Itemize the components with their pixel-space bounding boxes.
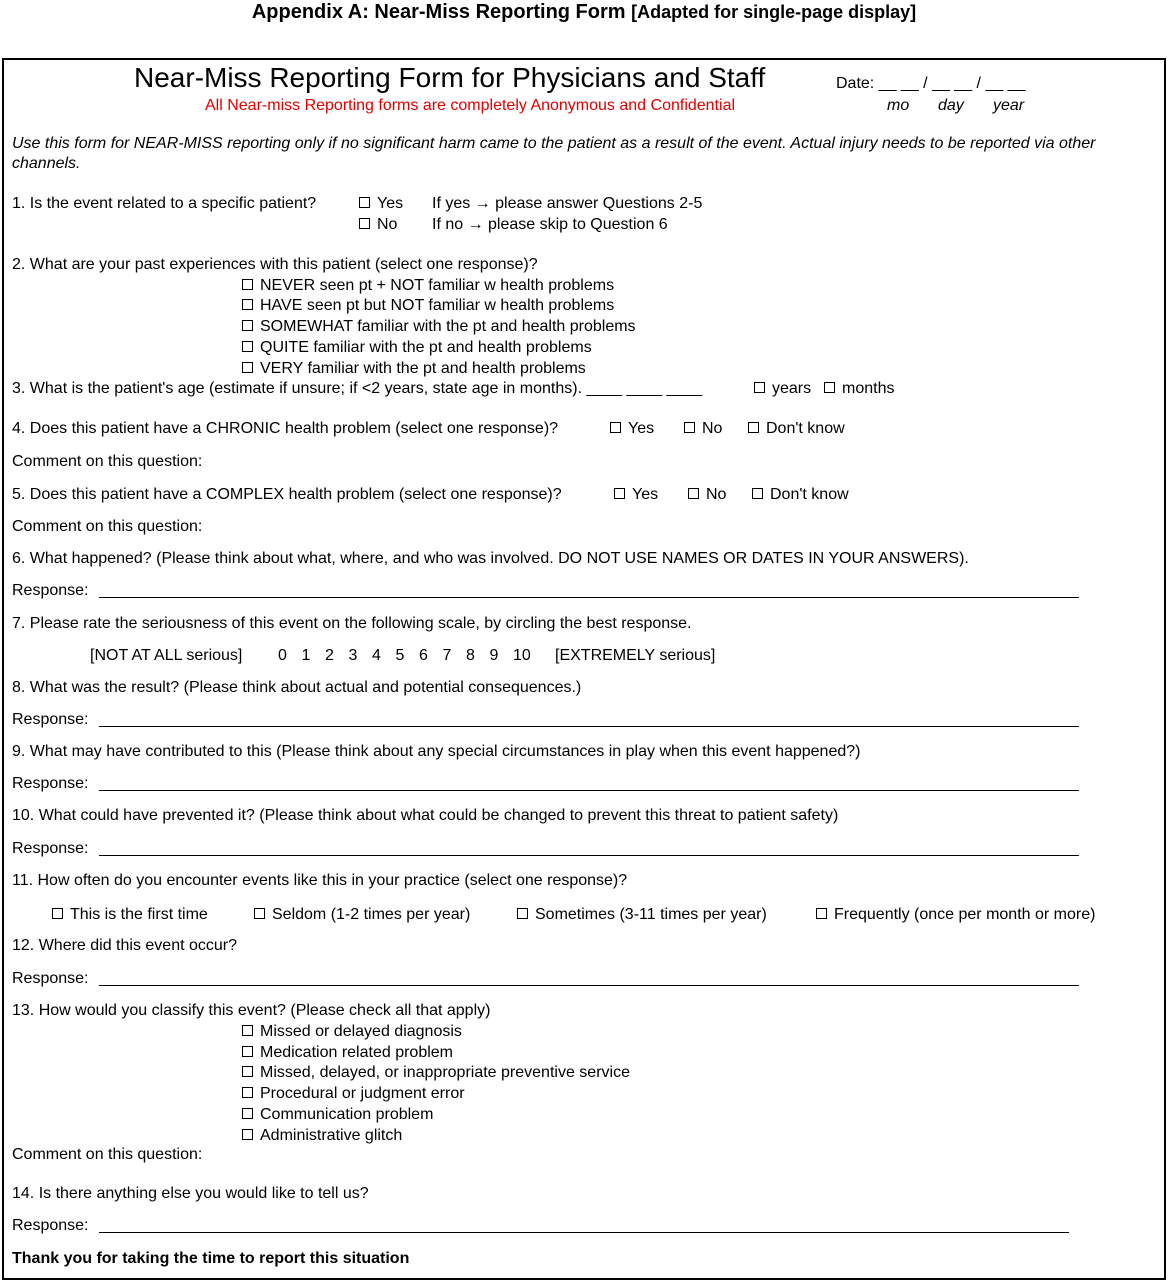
- q4-dont-know-option[interactable]: [748, 419, 845, 439]
- scale-option[interactable]: 6: [419, 647, 428, 664]
- scale-option[interactable]: 8: [466, 647, 475, 664]
- q11-option-label: This is the first time: [70, 906, 208, 923]
- q1-text: 1. Is the event related to a specific patient?: [12, 195, 317, 212]
- q13-option[interactable]: [242, 1084, 465, 1104]
- q7-scale: [278, 646, 531, 666]
- q7-low-label: [NOT AT ALL serious]: [90, 647, 243, 664]
- date-year-label: year: [993, 97, 1025, 114]
- checkbox[interactable]: [242, 1129, 253, 1140]
- q3-months-option[interactable]: [824, 379, 894, 399]
- q2-option[interactable]: [242, 276, 614, 296]
- q4-yes-option[interactable]: [610, 419, 654, 439]
- q14-response-label: Response:: [12, 1217, 89, 1234]
- q13-option-label: Missed or delayed diagnosis: [260, 1023, 462, 1040]
- q2-option-label: SOMEWHAT familiar with the pt and health problems: [260, 318, 636, 335]
- q2-text: 2. What are your past experiences with this patient (select one response)?: [12, 256, 538, 273]
- checkbox[interactable]: [242, 320, 253, 331]
- checkbox[interactable]: [242, 1087, 253, 1098]
- checkbox[interactable]: [359, 218, 370, 229]
- scale-option[interactable]: 5: [395, 647, 405, 664]
- checkbox[interactable]: [242, 299, 253, 310]
- q2-option[interactable]: [242, 359, 586, 379]
- q2-option-label: HAVE seen pt but NOT familiar w health problems: [260, 297, 615, 314]
- checkbox[interactable]: [242, 1046, 253, 1057]
- form-footer: Thank you for taking the time to report this situation: [12, 1250, 410, 1267]
- scale-option[interactable]: 3: [348, 647, 358, 664]
- form-title: Near-Miss Reporting Form for Physicians and Staff: [134, 62, 766, 93]
- date-day-label: day: [938, 97, 964, 114]
- checkbox[interactable]: [52, 908, 63, 919]
- q1-yes-option[interactable]: [359, 194, 403, 214]
- q13-option-label: Communication problem: [260, 1106, 434, 1123]
- q2-option[interactable]: [242, 338, 592, 358]
- q2-option-label: NEVER seen pt + NOT familiar w health problems: [260, 277, 615, 294]
- q1-yes-label: Yes: [377, 195, 404, 212]
- q5-yes-label: Yes: [632, 486, 659, 503]
- checkbox[interactable]: [242, 341, 253, 352]
- confidential-notice: All Near-miss Reporting forms are completely Anonymous and Confidential: [205, 97, 736, 114]
- date-field[interactable]: Date: __ __ / __ __ / __ __: [836, 75, 1026, 92]
- checkbox[interactable]: [254, 908, 265, 919]
- q13-option-label: Administrative glitch: [260, 1127, 403, 1144]
- scale-option[interactable]: 2: [325, 647, 334, 664]
- form-frame: [2, 58, 1166, 1280]
- q3-months-label: months: [842, 380, 895, 397]
- q4-text: 4. Does this patient have a CHRONIC health problem (select one response)?: [12, 420, 559, 437]
- checkbox[interactable]: [242, 362, 253, 373]
- q4-yes-label: Yes: [628, 420, 655, 437]
- q11-option[interactable]: [816, 905, 1095, 925]
- q13-option[interactable]: [242, 1043, 453, 1063]
- q8-text: 8. What was the result? (Please think about actual and potential consequences.): [12, 679, 582, 696]
- checkbox[interactable]: [517, 908, 528, 919]
- q6-response-line[interactable]: [99, 597, 1079, 598]
- appendix-heading: [0, 0, 1168, 24]
- checkbox[interactable]: [748, 422, 759, 433]
- q11-option[interactable]: [52, 905, 208, 925]
- checkbox[interactable]: [752, 488, 763, 499]
- checkbox[interactable]: [816, 908, 827, 919]
- q5-dont-know-label: Don't know: [770, 486, 849, 503]
- q2-option[interactable]: [242, 296, 614, 316]
- q11-option-label: Sometimes (3-11 times per year): [535, 906, 767, 923]
- scale-option[interactable]: 4: [372, 647, 381, 664]
- q12-response-line[interactable]: [99, 985, 1079, 986]
- checkbox[interactable]: [242, 1025, 253, 1036]
- q9-response-line[interactable]: [99, 790, 1079, 791]
- q9-response-label: Response:: [12, 775, 89, 792]
- date-mo-label: mo: [887, 97, 910, 114]
- q1-if-no: If no → please skip to Question 6: [432, 216, 668, 233]
- q3-years-label: years: [772, 380, 812, 397]
- q4-dont-know-label: Don't know: [766, 420, 845, 437]
- q7-text: 7. Please rate the seriousness of this event on the following scale, by circling the best response.: [12, 615, 692, 632]
- form-instructions: Use this form for NEAR-MISS reporting only if no significant harm came to the patient as a result of the event. Actual injury needs to be reported via other channels.: [12, 135, 1096, 172]
- q6-text: 6. What happened? (Please think about what, where, and who was involved. DO NOT USE NAMES OR DATES IN YOUR ANSWERS).: [12, 550, 969, 567]
- q11-text: 11. How often do you encounter events like this in your practice (select one response)?: [12, 872, 628, 889]
- checkbox[interactable]: [359, 197, 370, 208]
- scale-option[interactable]: 9: [489, 647, 499, 664]
- q2-option[interactable]: [242, 317, 636, 337]
- appendix-title: Appendix A: Near-Miss Reporting Form: [251, 1, 626, 23]
- q11-option-label: Seldom (1-2 times per year): [272, 906, 471, 923]
- q6-response-label: Response:: [12, 582, 89, 599]
- q13-option[interactable]: [242, 1105, 433, 1125]
- q1-if-yes: If yes → please answer Questions 2-5: [432, 195, 703, 212]
- q5-no-option[interactable]: [688, 485, 726, 505]
- q13-option-label: Medication related problem: [260, 1044, 453, 1061]
- checkbox[interactable]: [610, 422, 621, 433]
- q10-response-line[interactable]: [99, 855, 1079, 856]
- q9-text: 9. What may have contributed to this (Please think about any special circumstances in play when this event happened?): [12, 743, 861, 760]
- checkbox[interactable]: [684, 422, 695, 433]
- checkbox[interactable]: [242, 279, 253, 290]
- q4-comment-label: Comment on this question:: [12, 453, 203, 470]
- checkbox[interactable]: [754, 382, 765, 393]
- appendix-subtitle: [Adapted for single-page display]: [631, 2, 917, 22]
- q2-option-label: VERY familiar with the pt and health problems: [260, 360, 586, 377]
- q13-text: 13. How would you classify this event? (Please check all that apply): [12, 1002, 491, 1019]
- checkbox[interactable]: [242, 1108, 253, 1119]
- scale-option[interactable]: 0: [278, 647, 287, 664]
- q5-no-label: No: [706, 486, 727, 503]
- q11-option[interactable]: [517, 905, 767, 925]
- q13-option[interactable]: [242, 1063, 630, 1083]
- checkbox[interactable]: [242, 1066, 253, 1077]
- scale-option[interactable]: 1: [301, 647, 311, 664]
- q13-option[interactable]: [242, 1126, 402, 1146]
- q8-response-label: Response:: [12, 711, 89, 728]
- q12-response-label: Response:: [12, 970, 89, 987]
- q5-comment-label: Comment on this question:: [12, 518, 203, 535]
- scale-option[interactable]: 7: [442, 647, 452, 664]
- q13-option[interactable]: [242, 1022, 462, 1042]
- q11-option-label: Frequently (once per month or more): [834, 906, 1096, 923]
- scale-option[interactable]: 10: [513, 647, 531, 664]
- checkbox[interactable]: [614, 488, 625, 499]
- q7-high-label: [EXTREMELY serious]: [555, 647, 716, 664]
- q10-text: 10. What could have prevented it? (Please think about what could be changed to prevent this threat to patient safety): [12, 807, 839, 824]
- q10-response-label: Response:: [12, 840, 89, 857]
- q5-text: 5. Does this patient have a COMPLEX health problem (select one response)?: [12, 486, 562, 503]
- q13-option-label: Procedural or judgment error: [260, 1085, 465, 1102]
- q14-text: 14. Is there anything else you would like to tell us?: [12, 1185, 369, 1202]
- q2-option-label: QUITE familiar with the pt and health problems: [260, 339, 592, 356]
- q4-no-label: No: [702, 420, 723, 437]
- q3-years-option[interactable]: [754, 379, 811, 399]
- q13-option-label: Missed, delayed, or inappropriate preventive service: [260, 1064, 630, 1081]
- checkbox[interactable]: [688, 488, 699, 499]
- q12-text: 12. Where did this event occur?: [12, 937, 238, 954]
- q1-no-option[interactable]: [359, 215, 397, 235]
- q3-text: 3. What is the patient's age (estimate if unsure; if <2 years, state age in months). ____ ____ ____: [12, 380, 703, 397]
- q13-comment-label: Comment on this question:: [12, 1146, 203, 1163]
- q8-response-line[interactable]: [99, 726, 1079, 727]
- q11-option[interactable]: [254, 905, 470, 925]
- q5-dont-know-option[interactable]: [752, 485, 849, 505]
- checkbox[interactable]: [824, 382, 835, 393]
- q1-no-label: No: [377, 216, 398, 233]
- q4-no-option[interactable]: [684, 419, 722, 439]
- q5-yes-option[interactable]: [614, 485, 658, 505]
- q14-response-line[interactable]: [99, 1232, 1069, 1233]
